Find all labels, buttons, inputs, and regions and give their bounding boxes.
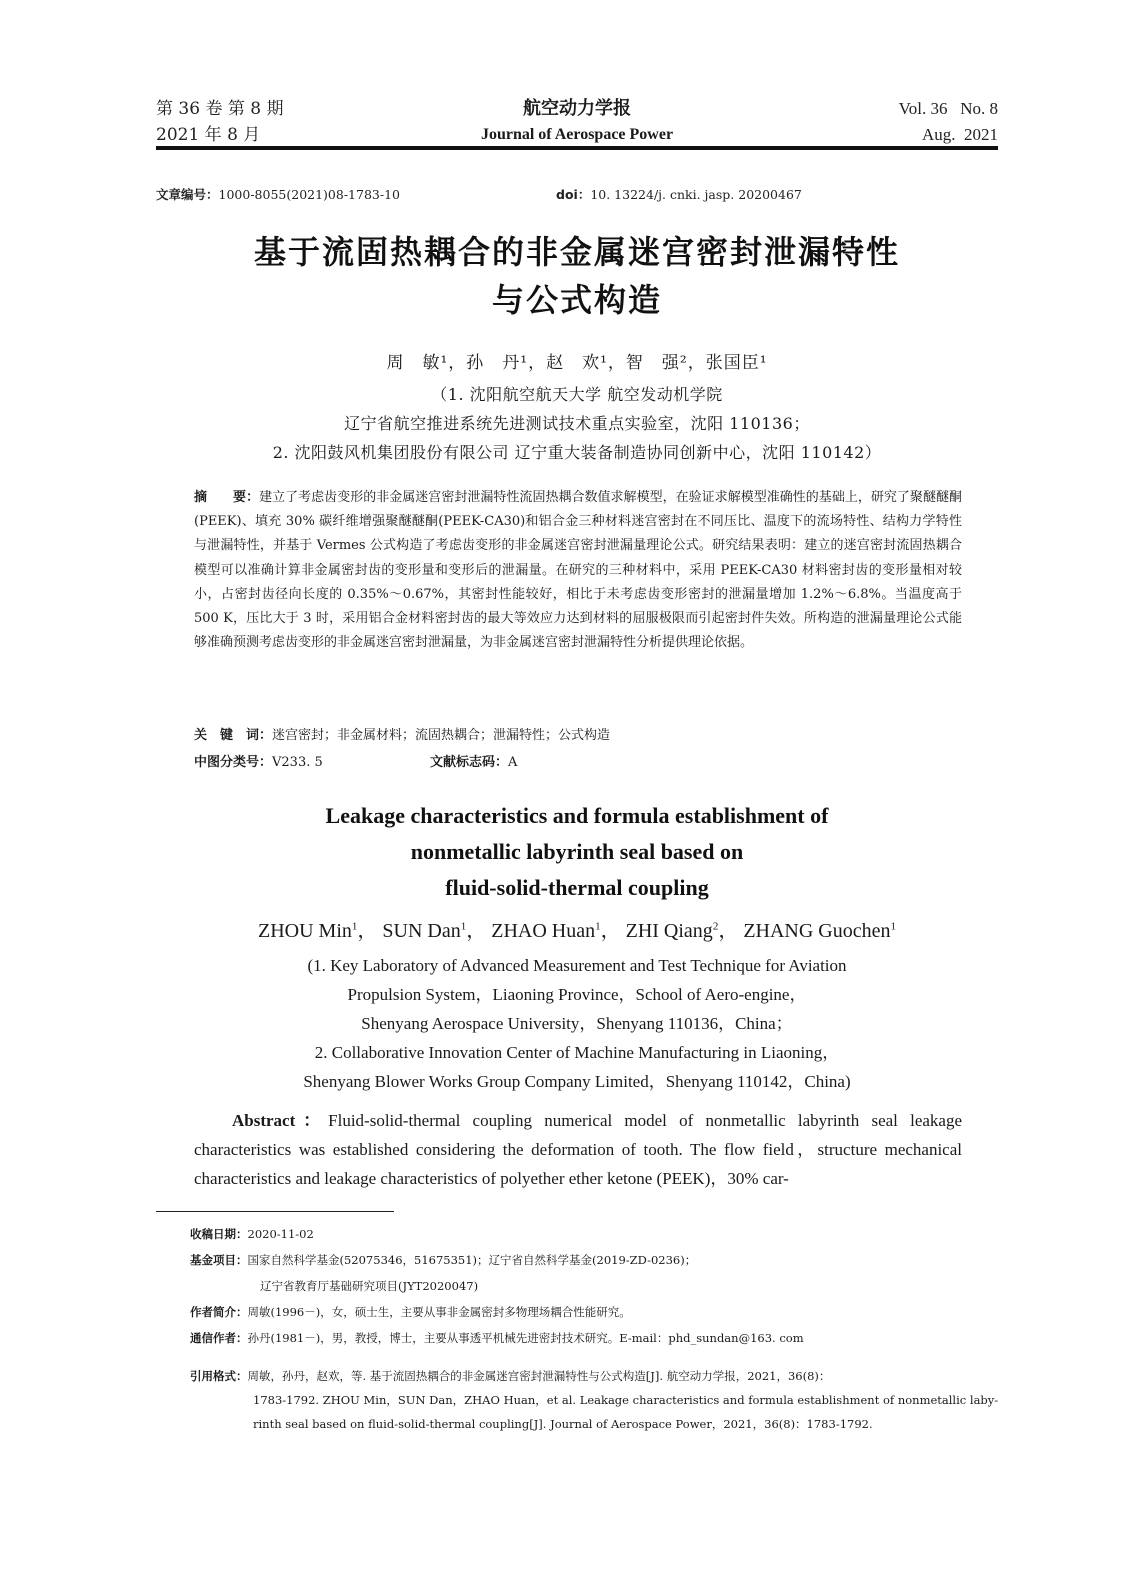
citation-text: 周敏，孙丹，赵欢，等. 基于流固热耦合的非金属迷宫密封泄漏特性与公式构造[J]. 航空动力学报，2021，36(8)： [247,1369,831,1383]
title-en-line1: Leakage characteristics and formula establishment of [325,803,829,828]
author-name: ZHOU Min [258,920,352,942]
affiliation-en-line: 2. Collaborative Innovation Center of Machine Manufacturing in Liaoning， [314,1043,840,1062]
title-en-line2: nonmetallic labyrinth seal based on [410,839,744,864]
author-affiliation-mark: 1 [890,920,896,933]
header-right [899,96,998,148]
abstract-cn [194,486,962,655]
received-date: 2020-11-02 [247,1227,314,1241]
corresponding-label: 通信作者： [190,1331,248,1345]
doc-code-label: 文献标志码： [430,755,509,770]
journal-name-cn: 航空动力学报 [523,98,631,119]
title-en [156,798,998,906]
bio-label: 作者简介： [190,1305,248,1319]
header-center [156,96,998,148]
footnotes [190,1221,1000,1351]
affiliation-en-line: Propulsion System，Liaoning Province，School of Aero-engine， [347,985,807,1004]
affiliation-cn-line: 辽宁省航空推进系统先进测试技术重点实验室，沈阳 110136； [344,414,810,433]
journal-name-en: Journal of Aerospace Power [480,126,674,143]
affiliation-cn-line: （1. 沈阳航空航天大学 航空发动机学院 [431,385,723,404]
footnote-bio [190,1299,1000,1325]
footnote-fund [190,1247,1000,1273]
doc-code-value: A [508,755,518,770]
abstract-en-text: Fluid-solid-thermal coupling numerical model of nonmetallic labyrinth seal leakage characteristics was established considering the deformation of tooth. The flow field，structure mechanical characteristics and leakage characteristics of polyether ether ketone (PEEK)，30% car- [194,1111,962,1188]
volume-issue-en: Vol. 36 No. 8 [898,99,998,118]
title-cn-line2: 与公式构造 [491,281,662,319]
affiliation-en-line: Shenyang Blower Works Group Company Limited，Shenyang 110142，China) [303,1072,851,1091]
corresponding-text: 孙丹(1981－)，男，教授，博士，主要从事透平机械先进密封技术研究。E-mail：phd_sundan@163. com [247,1331,804,1345]
date-en: Aug. 2021 [921,125,998,144]
affiliation-cn-line: 2. 沈阳鼓风机集团股份有限公司 辽宁重大装备制造协同创新中心，沈阳 110142） [272,443,882,462]
citation-line [190,1364,1000,1388]
author-name: ZHI Qiang [625,920,713,942]
author-en [743,920,896,942]
date-cn: 2021 年 8 月 [156,125,261,145]
keywords-cn-text: 迷宫密封；非金属材料；流固热耦合；泄漏特性；公式构造 [272,728,611,743]
doi [556,185,802,203]
authors-en [156,914,998,943]
received-label: 收稿日期： [190,1227,248,1241]
abstract-en-label: Abstract： [232,1111,329,1130]
doi-value: 10. 13224/j. cnki. jasp. 20200467 [590,187,802,202]
author-name: SUN Dan [382,920,461,942]
author-name: ZHANG Guochen [743,920,891,942]
authors-cn: 周 敏¹，孙 丹¹，赵 欢¹，智 强²，张国臣¹ [386,353,768,373]
author-affiliation-mark: 1 [595,920,601,933]
citation-line: 1783-1792. ZHOU Min，SUN Dan，ZHAO Huan，et al. Leakage characteristics and formula establishment of nonmetallic laby- [253,1393,999,1407]
author-en: SUN Dan$^1$， [382,920,487,942]
article-no-label: 文章编号： [156,187,219,202]
affiliation-en-line: (1. Key Laboratory of Advanced Measurement and Test Technique for Aviation [307,956,847,975]
author-affiliation-mark: 1 [460,920,467,933]
volume-issue-cn: 第 36 卷 第 8 期 [156,99,284,119]
article-no: 1000-8055(2021)08-1783-10 [218,187,400,202]
document-code [430,751,517,770]
author-name: ZHAO Huan [491,920,596,942]
running-header [156,96,998,146]
clc-label: 中图分类号： [194,755,273,770]
classification-cn [194,751,962,770]
affiliation-en-line: Shenyang Aerospace University，Shenyang 110136，China； [361,1014,793,1033]
affiliations-cn [156,380,998,467]
author-affiliation-mark: 2 [712,920,719,933]
clc-value: V233. 5 [272,755,323,770]
title-cn-line1: 基于流固热耦合的非金属迷宫密封泄漏特性 [253,233,900,271]
citation-line: rinth seal based on fluid-solid-thermal coupling[J]. Journal of Aerospace Power，2021，36(8)：1783-1792. [253,1417,873,1431]
author-en: ZHOU Min$^1$， [258,920,378,942]
citation-label: 引用格式： [190,1369,248,1383]
author-en: ZHI Qiang$^2$， [625,920,739,942]
title-en-line3: fluid-solid-thermal coupling [445,875,709,900]
keywords-cn-label: 关 键 词： [194,728,273,743]
article-meta [156,185,998,203]
author-affiliation-mark: 1 [351,920,358,933]
doi-label: doi： [556,187,591,202]
title-cn [156,228,998,324]
abstract-cn-text: 建立了考虑齿变形的非金属迷宫密封泄漏特性流固热耦合数值求解模型，在验证求解模型准确性的基础上，研究了聚醚醚酮(PEEK)、填充 30% 碳纤维增强聚醚醚酮(PEEK-CA30)和铝合金三种材料迷宫密封在不同压比、温度下的流场特性、结构力学特性与泄漏特性，并基于 Vermes 公式构造了考虑齿变形的非金属迷宫密封泄漏量理论公式。研究结果表明：建立的迷宫密封流固热耦合模型可以准确计算非金属密封齿的变形量和变形后的泄漏量。在研究的三种材料中，采用 PEEK-CA30 材料密封齿的变形量相对较小，占密封齿径向长度的 0.35%～0.67%，其密封性能较好，相比于未考虑齿变形密封的泄漏量增加 1.2%～6.8%。当温度高于 500 K，压比大于 3 时，采用铝合金材料密封齿的最大等效应力达到材料的屈服极限而引起密封件失效。所构造的泄漏量理论公式能够准确预测考虑齿变形的非金属迷宫密封泄漏量，为非金属迷宫密封泄漏特性分析提供理论依据。 [194,490,962,651]
author-en: ZHAO Huan$^1$， [491,920,621,942]
header-rule [156,146,998,150]
footnote-fund-cont: 辽宁省教育厅基础研究项目(JYT2020047) [260,1279,479,1293]
citation-format [190,1364,1000,1436]
keywords-cn [194,724,962,743]
affiliations-en [156,951,998,1096]
fund-text: 国家自然科学基金(52075346，51675351)；辽宁省自然科学基金(2019-ZD-0236)； [247,1253,697,1267]
fund-label: 基金项目： [190,1253,248,1267]
bio-text: 周敏(1996－)，女，硕士生，主要从事非金属密封多物理场耦合性能研究。 [247,1305,631,1319]
footnote-received [190,1221,1000,1247]
footnote-corresponding [190,1325,1000,1351]
abstract-cn-label: 摘 要： [194,490,260,505]
footnote-rule [156,1211,394,1212]
abstract-en [194,1106,962,1193]
